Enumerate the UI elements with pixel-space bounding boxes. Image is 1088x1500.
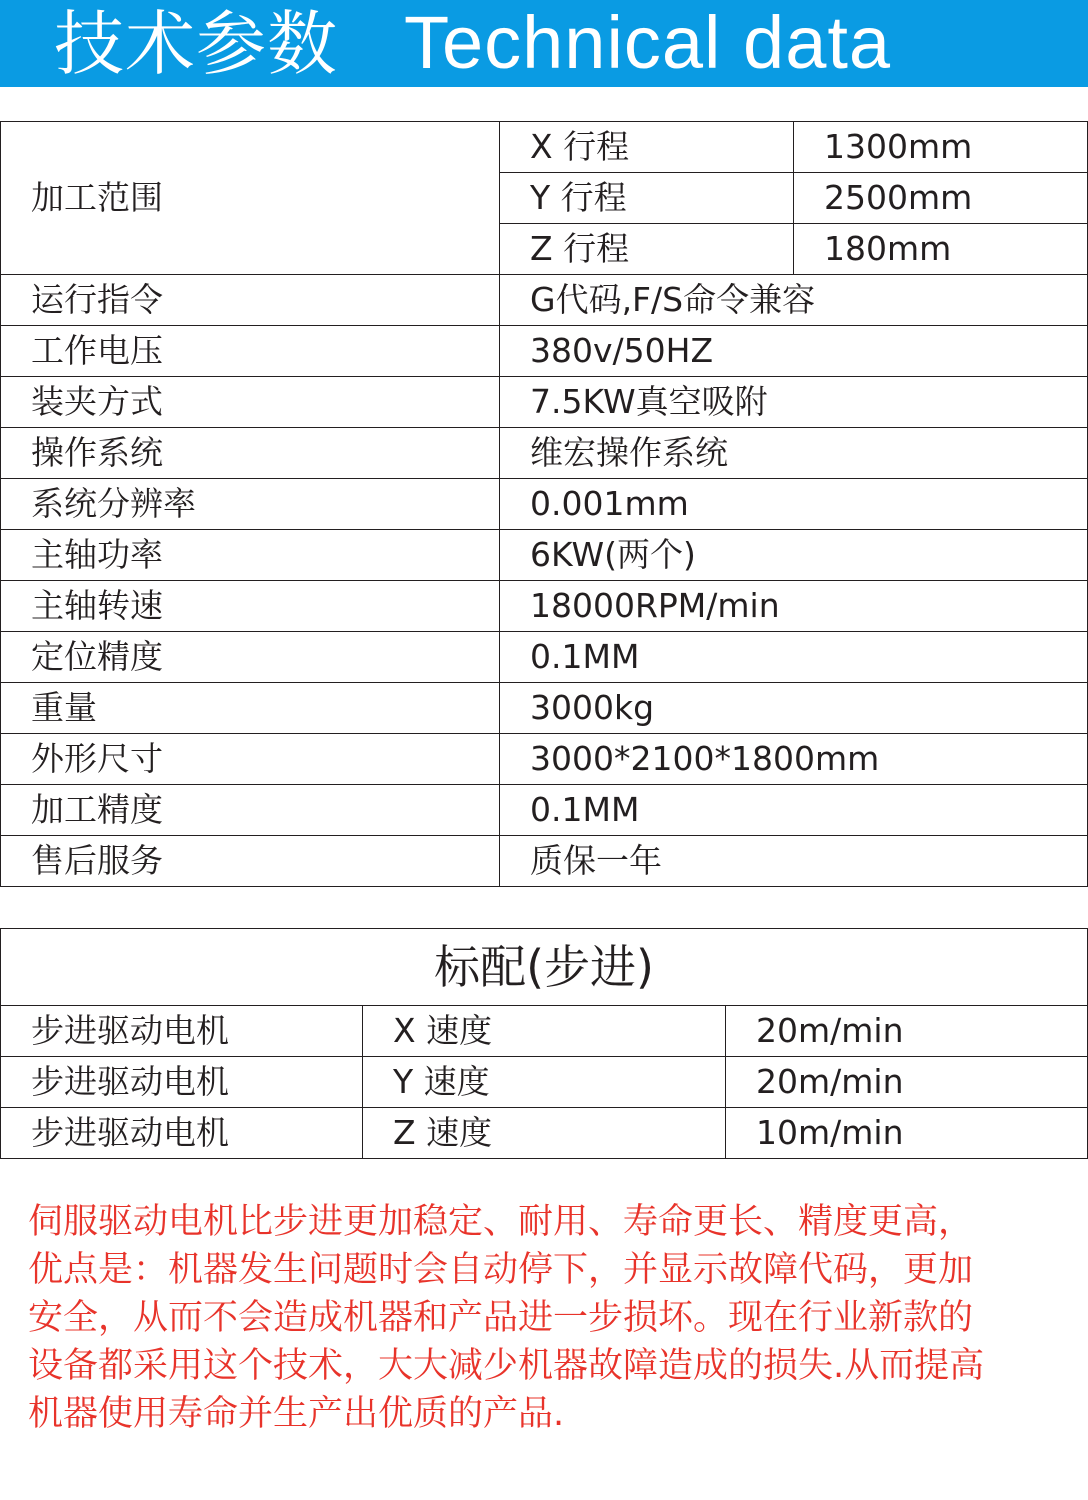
range-axis-x: X 行程 (500, 122, 794, 173)
spec-label: 工作电压 (1, 326, 500, 377)
table-row (1, 275, 1088, 326)
spec-value: 6KW(两个) (500, 530, 1088, 581)
spec-label: 运行指令 (1, 275, 500, 326)
table-row (1, 683, 1088, 734)
note-line: 设备都采用这个技术，大大减少机器故障造成的损失.从而提高 (28, 1346, 985, 1386)
spec-value: 7.5KW真空吸附 (500, 377, 1088, 428)
range-value-x: 1300mm (794, 122, 1088, 173)
spec-value: 维宏操作系统 (500, 428, 1088, 479)
table-row (1, 632, 1088, 683)
spec-label: 装夹方式 (1, 377, 500, 428)
table-row (1, 326, 1088, 377)
note-line: 机器使用寿命并生产出优质的产品. (28, 1394, 565, 1434)
range-axis-y: Y 行程 (500, 173, 794, 224)
range-axis-z: Z 行程 (500, 224, 794, 275)
servo-motor-note (28, 1198, 1068, 1438)
title-chinese: 技术参数 (54, 3, 338, 85)
title-english: Technical data (404, 1, 892, 84)
spec-label: 主轴功率 (1, 530, 500, 581)
table-row (1, 122, 1088, 173)
spec-label: 操作系统 (1, 428, 500, 479)
axis-speed-label: Z 速度 (363, 1108, 726, 1159)
motor-type: 步进驱动电机 (1, 1006, 363, 1057)
standard-config-title: 标配(步进) (1, 929, 1088, 1006)
spec-label: 定位精度 (1, 632, 500, 683)
table-row (1, 1057, 1088, 1108)
spec-value: 质保一年 (500, 836, 1088, 887)
spec-value: 0.1MM (500, 632, 1088, 683)
technical-spec-table (0, 121, 1088, 887)
note-line: 安全，从而不会造成机器和产品进一步损坏。现在行业新款的 (28, 1298, 974, 1338)
axis-speed-label: X 速度 (363, 1006, 726, 1057)
note-line: 优点是：机器发生问题时会自动停下，并显示故障代码，更加 (28, 1250, 974, 1290)
spec-value: G代码,F/S命令兼容 (500, 275, 1088, 326)
spec-label: 主轴转速 (1, 581, 500, 632)
standard-config-table (0, 928, 1088, 1159)
range-value-y: 2500mm (794, 173, 1088, 224)
table-row (1, 836, 1088, 887)
table-row (1, 1006, 1088, 1057)
spec-value: 0.001mm (500, 479, 1088, 530)
spec-label-range: 加工范围 (1, 122, 500, 275)
motor-type: 步进驱动电机 (1, 1057, 363, 1108)
note-line: 伺服驱动电机比步进更加稳定、耐用、寿命更长、精度更高， (28, 1202, 974, 1242)
table-row (1, 479, 1088, 530)
spec-value: 18000RPM/min (500, 581, 1088, 632)
table-row (1, 785, 1088, 836)
axis-speed-label: Y 速度 (363, 1057, 726, 1108)
table-row (1, 377, 1088, 428)
spec-value: 380v/50HZ (500, 326, 1088, 377)
table-row (1, 530, 1088, 581)
spec-value: 3000*2100*1800mm (500, 734, 1088, 785)
spec-label: 系统分辨率 (1, 479, 500, 530)
title-banner (0, 0, 1088, 87)
spec-value: 0.1MM (500, 785, 1088, 836)
table-row (1, 428, 1088, 479)
spec-label: 加工精度 (1, 785, 500, 836)
axis-speed-value: 20m/min (726, 1057, 1088, 1108)
table-header-row (1, 929, 1088, 1006)
spec-label: 售后服务 (1, 836, 500, 887)
range-value-z: 180mm (794, 224, 1088, 275)
axis-speed-value: 20m/min (726, 1006, 1088, 1057)
table-row (1, 581, 1088, 632)
spec-label: 重量 (1, 683, 500, 734)
spec-label: 外形尺寸 (1, 734, 500, 785)
axis-speed-value: 10m/min (726, 1108, 1088, 1159)
motor-type: 步进驱动电机 (1, 1108, 363, 1159)
table-row (1, 734, 1088, 785)
table-row (1, 1108, 1088, 1159)
spec-value: 3000kg (500, 683, 1088, 734)
